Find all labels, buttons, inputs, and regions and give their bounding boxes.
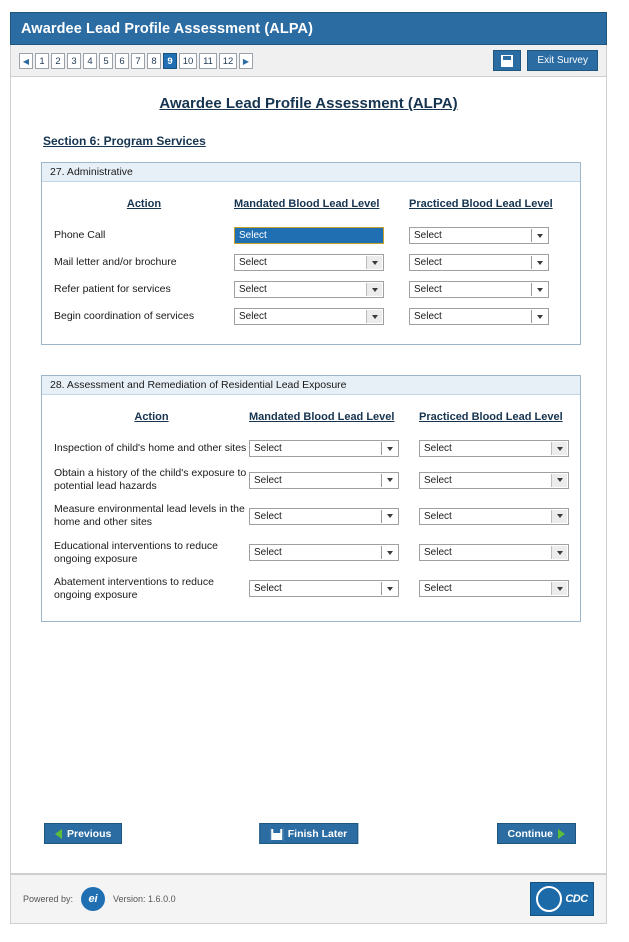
row-label-abatement-interventions: Abatement interventions to reduce ongoing exposure bbox=[54, 575, 214, 601]
page-button-5[interactable]: 5 bbox=[99, 53, 113, 69]
row-label-mail-letter: Mail letter and/or brochure bbox=[54, 255, 177, 268]
page-button-12[interactable]: 12 bbox=[219, 53, 237, 69]
page-button-8[interactable]: 8 bbox=[147, 53, 161, 69]
select-value: Select bbox=[254, 510, 282, 522]
powered-by-label: Powered by: bbox=[23, 894, 74, 904]
chevron-down-icon bbox=[381, 474, 397, 487]
column-header-mandated: Mandated Blood Lead Level bbox=[234, 198, 380, 210]
select-value: Select bbox=[414, 311, 442, 322]
select-mandated-educational-interventions[interactable] bbox=[249, 544, 399, 561]
table-row bbox=[54, 462, 569, 498]
row-label-phone-call: Phone Call bbox=[54, 228, 106, 241]
column-header-action: Action bbox=[134, 411, 169, 423]
continue-button[interactable] bbox=[497, 823, 577, 844]
previous-button[interactable] bbox=[44, 823, 122, 844]
table-header-row bbox=[54, 192, 569, 222]
select-value: Select bbox=[424, 583, 452, 595]
select-value: Select bbox=[239, 284, 267, 295]
select-mandated-phone-call[interactable] bbox=[234, 227, 384, 244]
page-button-10[interactable]: 10 bbox=[179, 53, 197, 69]
select-mandated-history-exposure[interactable] bbox=[249, 472, 399, 489]
question-27-body bbox=[42, 182, 580, 344]
row-label-history-exposure: Obtain a history of the child's exposure to potential lead hazards bbox=[54, 467, 247, 493]
save-button[interactable] bbox=[493, 50, 521, 71]
select-value: Select bbox=[254, 547, 282, 559]
select-value: Select bbox=[424, 443, 452, 454]
chevron-down-icon bbox=[531, 283, 547, 296]
cdc-logo-text: CDC bbox=[565, 893, 588, 905]
row-label-inspection-home: Inspection of child's home and other sites bbox=[54, 441, 247, 454]
table-row bbox=[54, 535, 569, 571]
exit-survey-button[interactable]: Exit Survey bbox=[527, 50, 598, 71]
save-icon bbox=[270, 828, 283, 841]
document-title: Awardee Lead Profile Assessment (ALPA) bbox=[159, 95, 458, 112]
status-bar bbox=[10, 874, 607, 924]
column-header-mandated: Mandated Blood Lead Level bbox=[249, 411, 395, 423]
column-header-practiced: Practiced Blood Lead Level bbox=[419, 411, 563, 423]
select-practiced-educational-interventions[interactable] bbox=[419, 544, 569, 561]
table-header-row bbox=[54, 405, 569, 435]
select-value: Select bbox=[424, 474, 452, 486]
finish-later-button[interactable] bbox=[259, 823, 359, 844]
table-row bbox=[54, 276, 569, 303]
chevron-down-icon bbox=[551, 546, 567, 559]
page-button-7[interactable]: 7 bbox=[131, 53, 145, 69]
survey-toolbar bbox=[10, 45, 607, 77]
question-28-header: 28. Assessment and Remediation of Residential Lead Exposure bbox=[42, 376, 580, 395]
column-header-action: Action bbox=[126, 198, 162, 210]
chevron-down-icon bbox=[381, 546, 397, 559]
question-28-body bbox=[42, 395, 580, 621]
select-practiced-inspection-home[interactable] bbox=[419, 440, 569, 457]
row-label-educational-interventions: Educational interventions to reduce ongoing exposure bbox=[54, 539, 219, 565]
select-practiced-begin-coordination[interactable] bbox=[409, 308, 549, 325]
question-27-table bbox=[54, 192, 569, 330]
page-button-3[interactable]: 3 bbox=[67, 53, 81, 69]
page-next-arrow[interactable]: ▶ bbox=[239, 53, 253, 69]
chevron-down-icon bbox=[531, 310, 547, 323]
page-prev-arrow[interactable]: ◀ bbox=[19, 53, 33, 69]
select-mandated-mail-letter[interactable] bbox=[234, 254, 384, 271]
page-button-11[interactable]: 11 bbox=[199, 53, 217, 69]
chevron-down-icon bbox=[551, 442, 567, 455]
hhs-seal-icon bbox=[536, 886, 562, 912]
select-practiced-mail-letter[interactable] bbox=[409, 254, 549, 271]
select-practiced-abatement-interventions[interactable] bbox=[419, 580, 569, 597]
table-row bbox=[54, 222, 569, 249]
select-mandated-measure-levels[interactable] bbox=[249, 508, 399, 525]
row-label-measure-levels: Measure environmental lead levels in the home and other sites bbox=[54, 503, 245, 529]
row-label-begin-coordination: Begin coordination of services bbox=[54, 309, 195, 322]
page-navigation bbox=[19, 53, 253, 69]
select-mandated-refer-patient[interactable] bbox=[234, 281, 384, 298]
select-practiced-refer-patient[interactable] bbox=[409, 281, 549, 298]
page-button-2[interactable]: 2 bbox=[51, 53, 65, 69]
page-button-4[interactable]: 4 bbox=[83, 53, 97, 69]
chevron-down-icon bbox=[381, 510, 397, 523]
table-row bbox=[54, 249, 569, 276]
select-practiced-measure-levels[interactable] bbox=[419, 508, 569, 525]
version-label: Version: 1.6.0.0 bbox=[113, 894, 176, 904]
question-panel-28 bbox=[41, 375, 581, 622]
question-27-header: 27. Administrative bbox=[42, 163, 580, 182]
page-button-6[interactable]: 6 bbox=[115, 53, 129, 69]
finish-later-label: Finish Later bbox=[287, 828, 348, 840]
chevron-down-icon bbox=[381, 442, 397, 455]
column-header-practiced: Practiced Blood Lead Level bbox=[409, 198, 553, 210]
chevron-down-icon bbox=[366, 310, 382, 323]
chevron-down-icon bbox=[531, 256, 547, 269]
section-heading: Section 6: Program Services bbox=[43, 134, 206, 148]
select-mandated-begin-coordination[interactable] bbox=[234, 308, 384, 325]
arrow-right-icon bbox=[558, 829, 565, 839]
table-row bbox=[54, 571, 569, 607]
select-value: Select bbox=[414, 284, 442, 295]
select-value: Select bbox=[424, 510, 452, 522]
select-value: Select bbox=[239, 311, 267, 322]
select-value: Select bbox=[254, 474, 282, 486]
select-mandated-abatement-interventions[interactable] bbox=[249, 580, 399, 597]
select-practiced-phone-call[interactable] bbox=[409, 227, 549, 244]
select-value: Select bbox=[414, 230, 442, 241]
select-value: Select bbox=[414, 257, 442, 268]
page-button-1[interactable]: 1 bbox=[35, 53, 49, 69]
select-practiced-history-exposure[interactable] bbox=[419, 472, 569, 489]
chevron-down-icon bbox=[551, 474, 567, 487]
chevron-down-icon bbox=[366, 256, 382, 269]
question-panel-27 bbox=[41, 162, 581, 345]
chevron-down-icon bbox=[531, 229, 547, 242]
table-row bbox=[54, 435, 569, 462]
window-title-bar bbox=[10, 12, 607, 45]
toolbar-actions bbox=[493, 50, 598, 71]
select-value: Select bbox=[254, 443, 282, 454]
select-value: Select bbox=[424, 547, 452, 559]
chevron-down-icon bbox=[366, 283, 382, 296]
question-28-table bbox=[54, 405, 569, 607]
page-title: Awardee Lead Profile Assessment (ALPA) bbox=[21, 20, 314, 37]
arrow-left-icon bbox=[55, 829, 62, 839]
select-mandated-inspection-home[interactable] bbox=[249, 440, 399, 457]
select-value: Select bbox=[254, 583, 282, 595]
save-icon bbox=[501, 55, 513, 67]
continue-label: Continue bbox=[507, 828, 553, 840]
survey-content bbox=[10, 77, 607, 874]
form-footer bbox=[11, 823, 606, 845]
ei-logo: ei bbox=[81, 887, 105, 911]
previous-label: Previous bbox=[67, 828, 112, 840]
chevron-down-icon bbox=[551, 582, 567, 595]
select-value: Select bbox=[239, 257, 267, 268]
chevron-down-icon bbox=[551, 510, 567, 523]
table-row bbox=[54, 303, 569, 330]
chevron-down-icon bbox=[381, 582, 397, 595]
table-row bbox=[54, 498, 569, 534]
row-label-refer-patient: Refer patient for services bbox=[54, 282, 171, 295]
select-value: Select bbox=[239, 230, 267, 241]
cdc-logo bbox=[530, 882, 594, 916]
page-button-9[interactable]: 9 bbox=[163, 53, 177, 69]
